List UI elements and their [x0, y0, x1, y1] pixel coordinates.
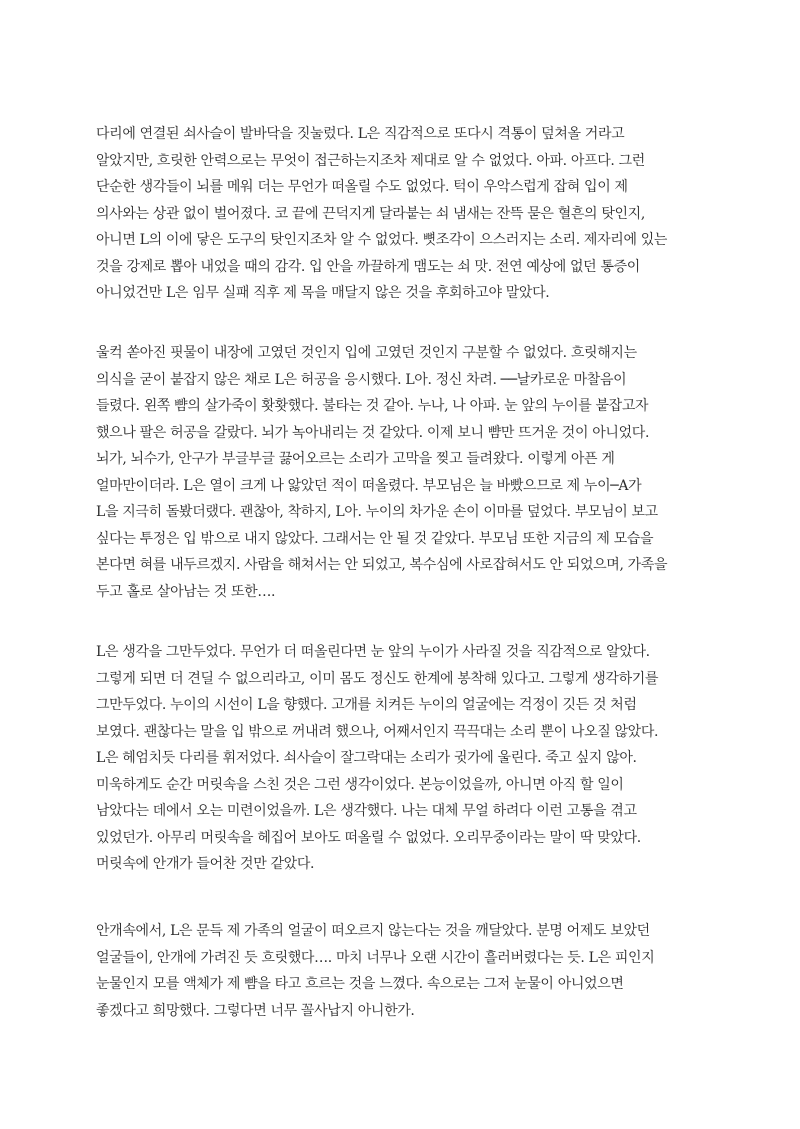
text-line: 얼마만이더라. L은 열이 크게 나 앓았던 적이 떠올렸다. 부모님은 늘 바빴으므로 제 누이─A가 [96, 477, 642, 494]
text-line: 좋겠다고 희망했다. 그렇다면 너무 꼴사납지 아니한가. [96, 1002, 415, 1019]
text-line: 아니었건만 L은 임무 실패 직후 제 목을 매달지 않은 것을 후회하고야 말았다. [96, 285, 550, 301]
text-line: 울컥 쏟아진 핏물이 내장에 고였던 것인지 입에 고였던 것인지 구분할 수 없었다. 흐릿해지는 [96, 345, 637, 361]
text-line: 했으나 팔은 허공을 갈랐다. 뇌가 녹아내리는 것 같았다. 이제 보니 뺨만 뜨거운 것이 아니었다. [96, 424, 650, 441]
text-line: L은 헤엄치듯 다리를 휘저었다. 쇠사슬이 잘그락대는 소리가 귓가에 울린다. 죽고 싶지 않아. [96, 750, 637, 766]
paragraph-2 [96, 340, 736, 605]
text-line: 것을 강제로 뽑아 내었을 때의 감각. 입 안을 까끌하게 맴도는 쇠 맛. 전연 예상에 없던 통증이 [96, 258, 640, 275]
text-line: 아니면 L의 이에 닿은 도구의 탓인지조차 알 수 없었다. 뼛조각이 으스러지는 소리. 제자리에 있는 [96, 232, 668, 248]
text-line: 싶다는 투정은 입 밖으로 내지 않았다. 그래서는 안 될 것 같았다. 부모님 또한 지금의 제 모습을 [96, 530, 654, 547]
text-line: 머릿속에 안개가 들어찬 것만 같았다. [96, 856, 315, 872]
paragraph-4 [96, 918, 736, 1024]
text-line: 있었던가. 아무리 머릿속을 헤집어 보아도 떠올릴 수 없었다. 오리무중이라는 말이 딱 맞았다. [96, 829, 641, 846]
text-line: 의사와는 상관 없이 벌어졌다. 코 끝에 끈덕지게 달라붙는 쇠 냄새는 잔뜩 묻은 혈흔의 탓인지, [96, 205, 645, 222]
text-line: 단순한 생각들이 뇌를 메워 더는 무언가 떠올릴 수도 없었다. 턱이 우악스럽게 잡혀 입이 제 [96, 179, 628, 195]
text-line: 눈물인지 모를 액체가 제 뺨을 타고 흐르는 것을 느꼈다. 속으로는 그저 눈물이 아니었으면 [96, 976, 624, 992]
text-line: 남았다는 데에서 오는 미련이었을까. L은 생각했다. 나는 대체 무얼 하려다 이런 고통을 겪고 [96, 803, 637, 819]
text-line: 그만두었다. 누이의 시선이 L을 향했다. 고개를 치켜든 누이의 얼굴에는 걱정이 깃든 것 처럼 [96, 697, 637, 713]
text-line: L은 생각을 그만두었다. 무언가 더 떠올린다면 눈 앞의 누이가 사라질 것을 직감적으로 알았다. [96, 644, 650, 660]
text-line: 미욱하게도 순간 머릿속을 스친 것은 그런 생각이었다. 본능이었을까, 아니면 아직 할 일이 [96, 776, 624, 793]
text-line: 뇌가, 뇌수가, 안구가 부글부글 끓어오르는 소리가 고막을 찢고 들려왔다. 이렇게 아픈 게 [96, 451, 615, 467]
paragraph-1 [96, 121, 736, 307]
text-line: 본다면 혀를 내두르겠지. 사람을 해쳐서는 안 되었고, 복수심에 사로잡혀서도 안 되었으며, 가족을 [96, 557, 668, 573]
text-line: 알았지만, 흐릿한 안력으로는 무엇이 접근하는지조차 제대로 알 수 없었다. 아파. 아프다. 그런 [96, 152, 645, 169]
text-line: 들렸다. 왼쪽 뺨의 살가죽이 홧홧했다. 불타는 것 같아. 누나, 나 아파. 눈 앞의 누이를 붙잡고자 [96, 398, 649, 414]
text-line: 의식을 굳이 붙잡지 않은 채로 L은 허공을 응시했다. L아. 정신 차려. ──날카로운 마찰음이 [96, 371, 627, 388]
text-line: 안개속에서, L은 문득 제 가족의 얼굴이 떠오르지 않는다는 것을 깨달았다. 분명 어제도 보았던 [96, 923, 650, 939]
text-line: 다리에 연결된 쇠사슬이 발바닥을 짓눌렀다. L은 직감적으로 또다시 격통이 덮쳐올 거라고 [96, 126, 625, 142]
paragraph-3 [96, 639, 736, 878]
text-line: 얼굴들이, 안개에 가려진 듯 흐릿했다…. 마치 너무나 오랜 시간이 흘러버렸다는 듯. L은 피인지 [96, 949, 655, 966]
text-line: 보였다. 괜찮다는 말을 입 밖으로 꺼내려 했으나, 어째서인지 끅끅대는 소리 뿐이 나오질 않았다. [96, 723, 659, 740]
text-line: 두고 홀로 살아남는 것 또한…. [96, 583, 276, 600]
text-line: 그렇게 되면 더 견딜 수 없으리라고, 이미 몸도 정신도 한계에 봉착해 있다고. 그렇게 생각하기를 [96, 670, 659, 687]
text-line: L을 지극히 돌봤더랬다. 괜찮아, 착하지, L아. 누이의 차가운 손이 이마를 덮었다. 부모님이 보고 [96, 504, 658, 520]
